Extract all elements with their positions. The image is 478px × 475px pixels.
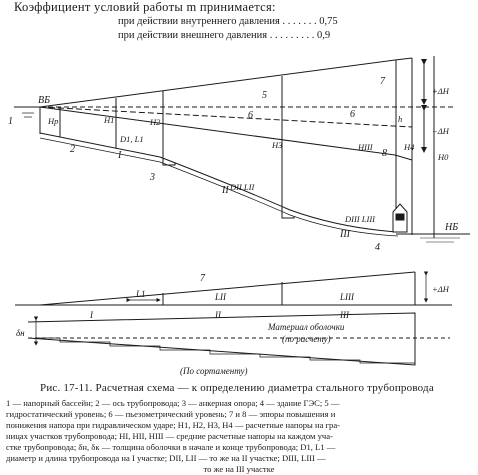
label-4: 4 <box>375 242 380 253</box>
head-hIII: HIII <box>358 142 373 152</box>
legend-line: понижения напора при гидравлическом ударе; H1, H2, H3, H4 — расчетные напоры на гра- <box>6 420 341 430</box>
section-III: III <box>340 229 350 240</box>
label-3: 3 <box>150 172 155 183</box>
piezometric-line <box>40 107 412 127</box>
row-label: при действии внутреннего давления <box>118 16 280 27</box>
legend-line: гидростатический уровень; 6 — пьезометрический уровень; 7 и 8 — эпюры повышения и <box>6 409 336 419</box>
label-5: 5 <box>262 90 267 101</box>
label-8: 8 <box>382 148 387 159</box>
head-h: h <box>398 114 403 124</box>
bottom-label-7: 7 <box>200 273 205 284</box>
legend-line: 1 — напорный бассейн; 2 — ось трубопровода; 3 — анкерная опора; 4 — здание ГЭС; 5 — <box>6 398 340 408</box>
row-dots: . . . . . . . . . <box>269 30 315 41</box>
anchor-support <box>282 212 294 218</box>
head-hp: Hр <box>48 116 59 126</box>
head-h0: H0 <box>438 152 449 162</box>
bottom-delta: +ΔH <box>432 284 449 294</box>
length-L1: L1 <box>136 289 146 299</box>
lower-level-label: НБ <box>445 222 459 233</box>
section-II-dims: DII LII <box>230 182 255 192</box>
thickness-envelope <box>28 313 415 365</box>
head-h4: H4 <box>404 142 415 152</box>
surge-decrease-envelope <box>40 107 412 160</box>
label-1: 1 <box>8 116 13 127</box>
material-sub: (по расчету) <box>282 334 331 344</box>
legend-line: стке трубопровода; δн, δк — толщина оболочки в начале и конце трубопровода; D1, L1 — <box>6 442 336 452</box>
head-h3: H3 <box>272 140 283 150</box>
delta-minus: −ΔH <box>432 126 449 136</box>
label-2: 2 <box>70 144 75 155</box>
assortment-steps <box>35 338 415 363</box>
header-title: Коэффициент условий работы m принимается: <box>14 0 276 14</box>
row-value: 0,75 <box>319 16 338 27</box>
section-I: I <box>118 150 122 161</box>
number-II: II <box>215 310 221 320</box>
upper-level-label: ВБ <box>38 95 51 106</box>
legend-line: то же на III участке <box>203 464 275 474</box>
assortment-label: (По сортаменту) <box>180 366 248 376</box>
number-I: I <box>90 310 93 320</box>
thickness-label: δн <box>16 328 25 338</box>
section-II: II <box>222 185 229 196</box>
section-I-dims: D1, L1 <box>120 134 144 144</box>
legend-line: диаметр и длина трубопровода на I участке; DII, LII — то же на II участке; DIII, LIII — <box>6 453 326 463</box>
length-LII: LII <box>215 292 226 302</box>
label-6b: 6 <box>350 109 355 120</box>
head-h2: H2 <box>150 117 161 127</box>
figure-caption: Рис. 17-11. Расчетная схема — к определению диаметра стального трубопровода <box>40 382 434 394</box>
row-dots: . . . . . . . <box>282 16 317 27</box>
delta-plus: +ΔH <box>432 86 449 96</box>
surge-envelope-7 <box>40 272 415 305</box>
material-label: Материал оболочки <box>268 322 345 332</box>
legend-line: ницах участков трубопровода; HI, HII, HIII — средние расчетные напоры на каждом уча- <box>6 431 333 441</box>
label-6a: 6 <box>248 110 253 121</box>
surge-increase-envelope <box>40 58 412 107</box>
figure-legend <box>6 398 472 475</box>
head-h1: H1 <box>104 115 115 125</box>
length-LIII: LIII <box>340 292 354 302</box>
label-7: 7 <box>380 76 385 87</box>
number-III: III <box>340 310 349 320</box>
section-III-dims: DIII LIII <box>345 214 375 224</box>
row-value: 0,9 <box>317 30 331 41</box>
row-label: при действии внешнего давления <box>118 30 268 41</box>
